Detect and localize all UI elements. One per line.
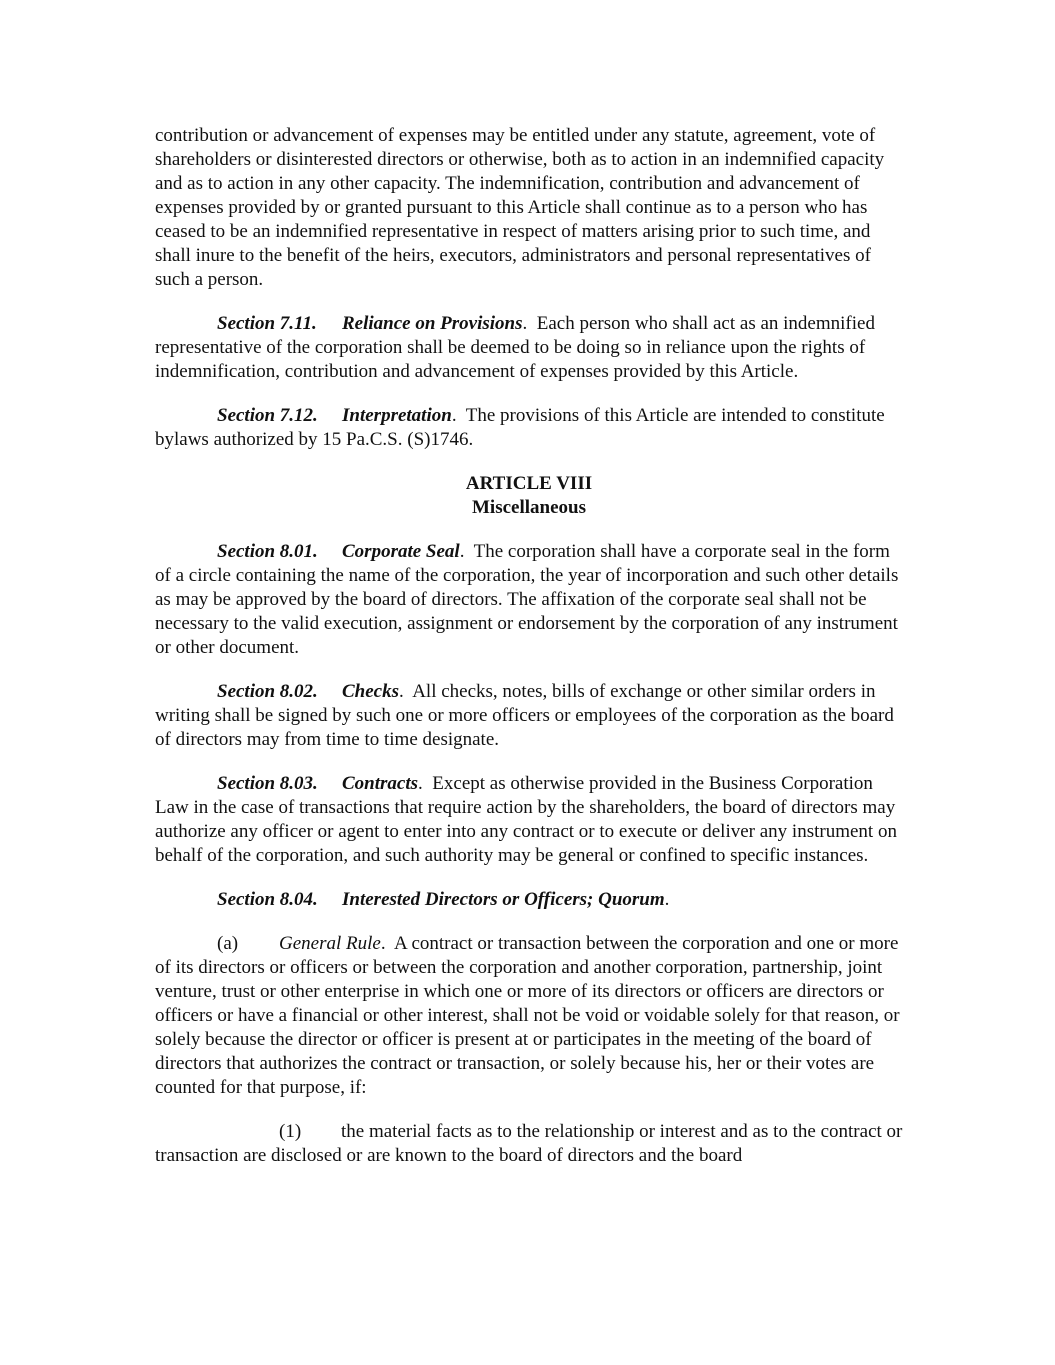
subsection-a-text: A contract or transaction between the corporation and one or more of its directors or officers or between the corporation and another corporation, partnership, joint venture, trust or other enterprise in which one or more of its directors or officers are directors or officers or have a financial or other interest, shall not be void or voidable solely for that reason, or solely because the director or officer is present at or participates in the meeting of the board of directors that authorizes the contract or transaction, or solely because his, her or their votes are counted for that purpose, if: xyxy=(155,933,900,1098)
document-page xyxy=(155,124,903,1188)
section-7-12: Section 7.12. Interpretation. The provisions of this Article are intended to constitute bylaws authorized by 15 Pa.C.S. (S)1746. xyxy=(155,405,885,450)
section-7-11-heading: Section 7.11. Reliance on Provisions xyxy=(217,313,523,334)
subsection-a-marker: (a) xyxy=(217,933,239,954)
article-subtitle: Miscellaneous xyxy=(472,497,586,518)
subsection-a-title: General Rule xyxy=(279,933,381,954)
section-8-02-heading: Section 8.02. Checks xyxy=(217,681,399,702)
section-8-04-heading: Section 8.04. Interested Directors or Officers; Quorum xyxy=(217,889,665,910)
section-8-02: Section 8.02. Checks. All checks, notes, bills of exchange or other similar orders in writing shall be signed by such one or more officers or employees of the corporation as the board of directors may from time to time designate. xyxy=(155,681,894,750)
subsection-a: (a) General Rule. A contract or transaction between the corporation and one or more of its directors or officers or between the corporation and another corporation, partnership, joint venture, trust or other enterprise in which one or more of its directors or officers are directors or officers or have a financial or other interest, shall not be void or voidable solely for that reason, or solely because the director or officer is present at or participates in the meeting of the board of directors that authorizes the contract or transaction, or solely because his, her or their votes are counted for that purpose, if: xyxy=(155,933,900,1098)
section-8-01: Section 8.01. Corporate Seal. The corporation shall have a corporate seal in the form of a circle containing the name of the corporation, the year of incorporation and such other details as may be approved by the board of directors. The affixation of the corporate seal shall not be necessary to the valid execution, assignment or endorsement by the corporation of any instrument or other document. xyxy=(155,541,899,658)
item-1-text: the material facts as to the relationship or interest and as to the contract or transaction are disclosed or are known to the board of directors and the board xyxy=(155,1121,903,1166)
intro-paragraph: contribution or advancement of expenses may be entitled under any statute, agreement, vote of shareholders or disinterested directors or otherwise, both as to action in an indemnified capacity and as to action in any other capacity. The indemnification, contribution and advancement of expenses provided by or granted pursuant to this Article shall continue as to a person who has ceased to be an indemnified representative in respect of matters arising prior to such time, and shall inure to the benefit of the heirs, executors, administrators and personal representatives of such a person. xyxy=(155,125,885,290)
section-8-01-heading: Section 8.01. Corporate Seal xyxy=(217,541,460,562)
item-1-marker: (1) xyxy=(279,1121,302,1142)
section-7-12-heading: Section 7.12. Interpretation xyxy=(217,405,452,426)
section-8-03: Section 8.03. Contracts. Except as otherwise provided in the Business Corporation Law in the case of transactions that require action by the shareholders, the board of directors may authorize any officer or agent to enter into any contract or to execute or deliver any instrument on behalf of the corporation, and such authority may be general or confined to specific instances. xyxy=(155,773,897,866)
section-7-12-text: The provisions of this Article are intended to constitute bylaws authorized by 15 Pa.C.S. (S)1746. xyxy=(155,405,885,450)
item-1 xyxy=(155,1120,903,1168)
section-7-11-text: Each person who shall act as an indemnified representative of the corporation shall be deemed to be doing so in reliance upon the rights of indemnification, contribution and advancement of expenses provided by this Article. xyxy=(155,313,875,382)
section-8-02-text: All checks, notes, bills of exchange or other similar orders in writing shall be signed by such one or more officers or employees of the corporation as the board of directors may from time to time designate. xyxy=(155,681,894,750)
section-8-04: Section 8.04. Interested Directors or Officers; Quorum. xyxy=(217,889,670,910)
article-heading xyxy=(155,472,903,520)
section-8-03-text: Except as otherwise provided in the Business Corporation Law in the case of transactions that require action by the shareholders, the board of directors may authorize any officer or agent to enter into any contract or to execute or deliver any instrument on behalf of the corporation, and such authority may be general or confined to specific instances. xyxy=(155,773,897,866)
article-title: ARTICLE VIII xyxy=(465,473,593,494)
section-8-03-heading: Section 8.03. Contracts xyxy=(217,773,419,794)
section-7-11: Section 7.11. Reliance on Provisions. Each person who shall act as an indemnified representative of the corporation shall be deemed to be doing so in reliance upon the rights of indemnification, contribution and advancement of expenses provided by this Article. xyxy=(155,313,875,382)
section-8-01-text: The corporation shall have a corporate seal in the form of a circle containing the name of the corporation, the year of incorporation and such other details as may be approved by the board of directors. The affixation of the corporate seal shall not be necessary to the valid execution, assignment or endorsement by the corporation of any instrument or other document. xyxy=(155,541,899,658)
